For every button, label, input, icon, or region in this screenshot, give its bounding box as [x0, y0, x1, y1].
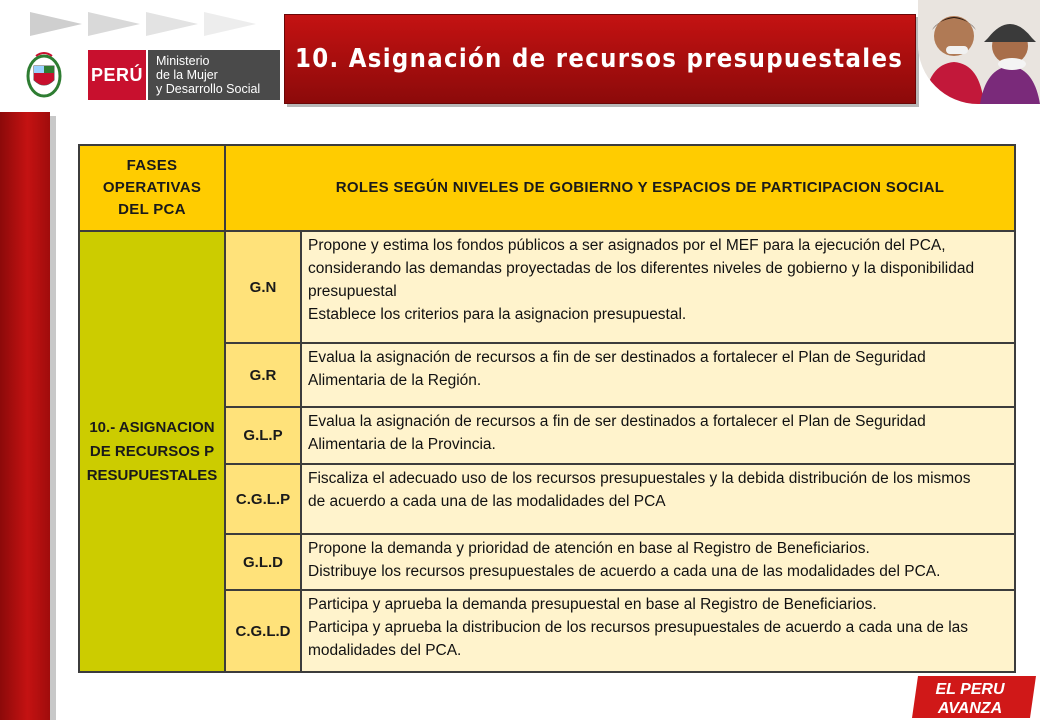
description-line: de acuerdo a cada una de las modalidades del PCA [308, 493, 666, 510]
title-banner [284, 14, 916, 104]
logo-line-2: AVANZA [937, 700, 1003, 717]
left-bar-shadow [50, 116, 56, 720]
header-roles-label: ROLES SEGÚN NIVELES DE GOBIERNO Y ESPACIOS DE PARTICIPACION SOCIAL [335, 179, 945, 196]
level-cell: C.G.L.P [225, 464, 301, 534]
level-cell: G.R [225, 343, 301, 407]
peru-label: PERÚ [88, 50, 146, 100]
description-line: Fiscaliza el adecuado uso de los recursos presupuestales y la debida distribución de los mismos [308, 470, 971, 487]
page-title: 10. Asignación de recursos presupuestales [295, 44, 904, 74]
header-arrows-decoration [30, 12, 265, 38]
el-peru-avanza-logo [912, 676, 1036, 718]
table-row [79, 231, 1015, 343]
description-line: Alimentaria de la Provincia. [308, 436, 496, 453]
ministry-line-3: y Desarrollo Social [156, 82, 261, 96]
description-line: presupuestal [308, 283, 397, 300]
description-line: Evalua la asignación de recursos a fin de ser destinados a fortalecer el Plan de Seguridad [308, 349, 926, 366]
level-cell: C.G.L.D [225, 590, 301, 672]
description-line: Distribuye los recursos presupuestales de acuerdo a cada una de las modalidades del PCA. [308, 563, 941, 580]
description-line: Propone y estima los fondos públicos a ser asignados por el MEF para la ejecución del PCA, [308, 237, 946, 254]
description-cell [301, 343, 1015, 407]
phase-label: 10.- ASIGNACION DE RECURSOS PRESUPUESTALES [86, 418, 218, 484]
left-decorative-bar [0, 112, 50, 720]
description-cell [301, 407, 1015, 464]
ministry-line-1: Ministerio [156, 54, 210, 68]
description-cell [301, 464, 1015, 534]
description-cell [301, 534, 1015, 590]
phase-cell [79, 231, 225, 672]
header-phases [79, 145, 225, 231]
level-cell: G.N [225, 231, 301, 343]
description-cell [301, 231, 1015, 343]
ministry-name [148, 50, 280, 100]
table-header-row [79, 145, 1015, 231]
ministry-line-2: de la Mujer [156, 68, 218, 82]
children-photo [918, 0, 1040, 104]
header-phases-label: FASES OPERATIVAS DEL PCA [102, 157, 202, 218]
description-line: Establece los criterios para la asignacion presupuestal. [308, 306, 687, 323]
level-cell: G.L.D [225, 534, 301, 590]
description-line: Propone la demanda y prioridad de atención en base al Registro de Beneficiarios. [308, 540, 870, 557]
roles-table [78, 144, 1016, 673]
description-line: Alimentaria de la Región. [308, 372, 482, 389]
ministry-logo [22, 46, 280, 106]
description-line: Participa y aprueba la demanda presupuestal en base al Registro de Beneficiarios. [308, 596, 877, 613]
logo-line-1: EL PERU [935, 681, 1005, 698]
description-cell [301, 590, 1015, 672]
description-line: Evalua la asignación de recursos a fin de ser destinados a fortalecer el Plan de Seguridad [308, 413, 926, 430]
coat-of-arms-icon [22, 46, 66, 106]
description-line: considerando las demandas proyectadas de los diferentes niveles de gobierno y la disponibilidad [308, 260, 975, 277]
level-cell: G.L.P [225, 407, 301, 464]
children-photo-image [918, 0, 1040, 104]
description-line: Participa y aprueba la distribucion de los recursos presupuestales de acuerdo a cada una de las [308, 619, 969, 636]
header-roles [225, 145, 1015, 231]
description-line: modalidades del PCA. [308, 642, 462, 659]
